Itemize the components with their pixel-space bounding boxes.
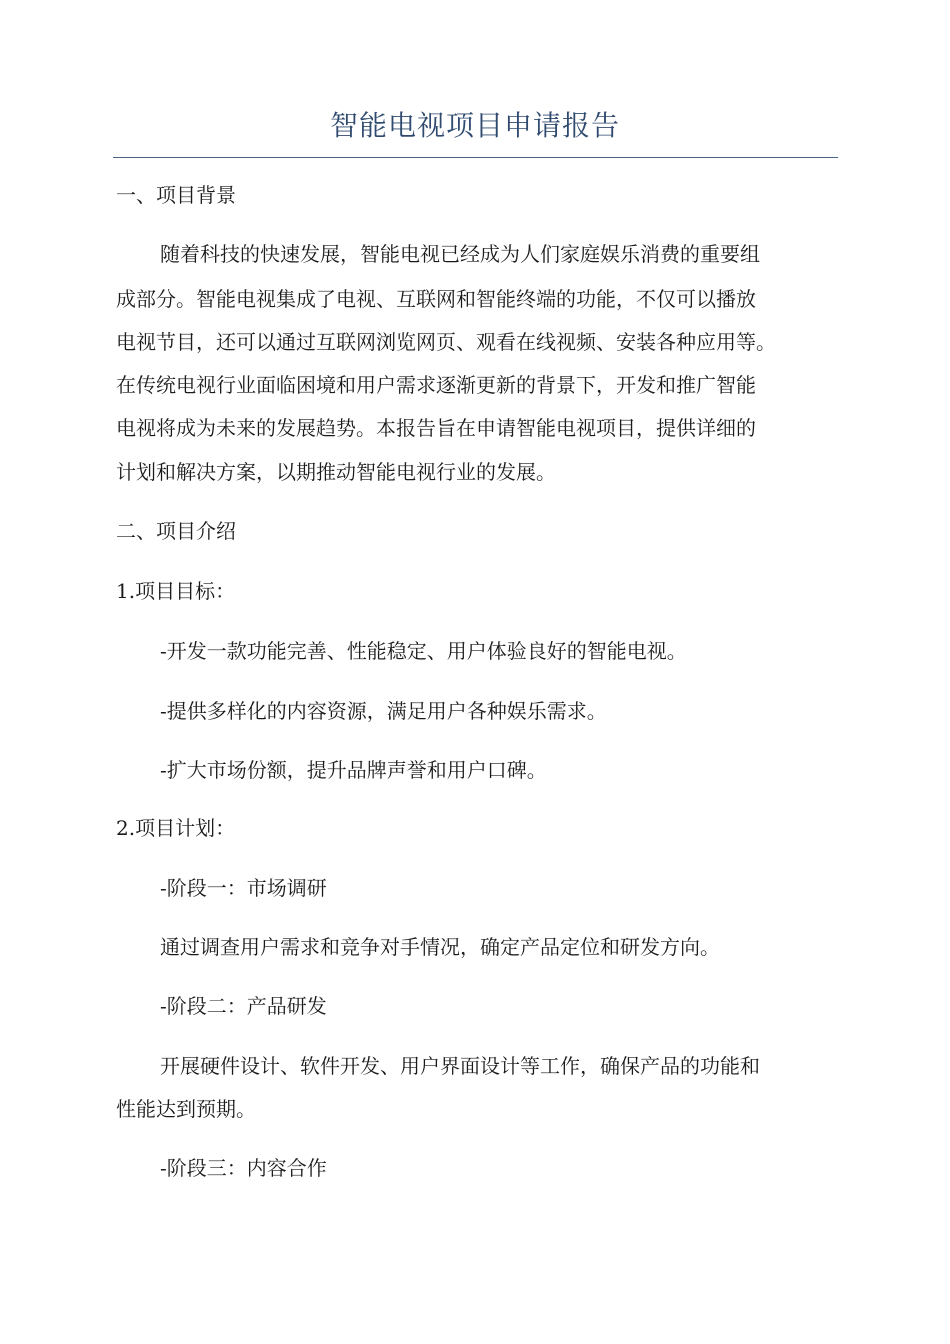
paragraph-line: 成部分。智能电视集成了电视、互联网和智能终端的功能，不仅可以播放 <box>116 287 756 311</box>
goal-item: -提供多样化的内容资源，满足用户各种娱乐需求。 <box>160 699 607 723</box>
goal-item: -开发一款功能完善、性能稳定、用户体验良好的智能电视。 <box>160 639 687 663</box>
paragraph-line: 计划和解决方案，以期推动智能电视行业的发展。 <box>116 460 556 484</box>
stage-description: 通过调查用户需求和竞争对手情况，确定产品定位和研发方向。 <box>160 935 720 959</box>
stage-title: -阶段一：市场调研 <box>160 876 327 900</box>
paragraph-line: 在传统电视行业面临困境和用户需求逐渐更新的背景下，开发和推广智能 <box>116 373 756 397</box>
title-divider <box>113 157 838 158</box>
stage-title: -阶段二：产品研发 <box>160 994 327 1018</box>
subheading-goals: 1.项目目标： <box>116 579 236 603</box>
stage-description: 开展硬件设计、软件开发、用户界面设计等工作，确保产品的功能和 <box>160 1054 760 1078</box>
paragraph-line: 电视将成为未来的发展趋势。本报告旨在申请智能电视项目，提供详细的 <box>116 416 756 440</box>
goal-item: -扩大市场份额，提升品牌声誉和用户口碑。 <box>160 758 547 782</box>
subheading-plan: 2.项目计划： <box>116 816 236 840</box>
section-heading-background: 一、项目背景 <box>116 183 236 207</box>
section-heading-intro: 二、项目介绍 <box>116 519 236 543</box>
stage-description: 性能达到预期。 <box>116 1097 256 1121</box>
paragraph-line: 随着科技的快速发展，智能电视已经成为人们家庭娱乐消费的重要组 <box>160 242 760 266</box>
document-title: 智能电视项目申请报告 <box>329 109 620 142</box>
stage-title: -阶段三：内容合作 <box>160 1156 327 1180</box>
paragraph-line: 电视节目，还可以通过互联网浏览网页、观看在线视频、安装各种应用等。 <box>116 330 776 354</box>
